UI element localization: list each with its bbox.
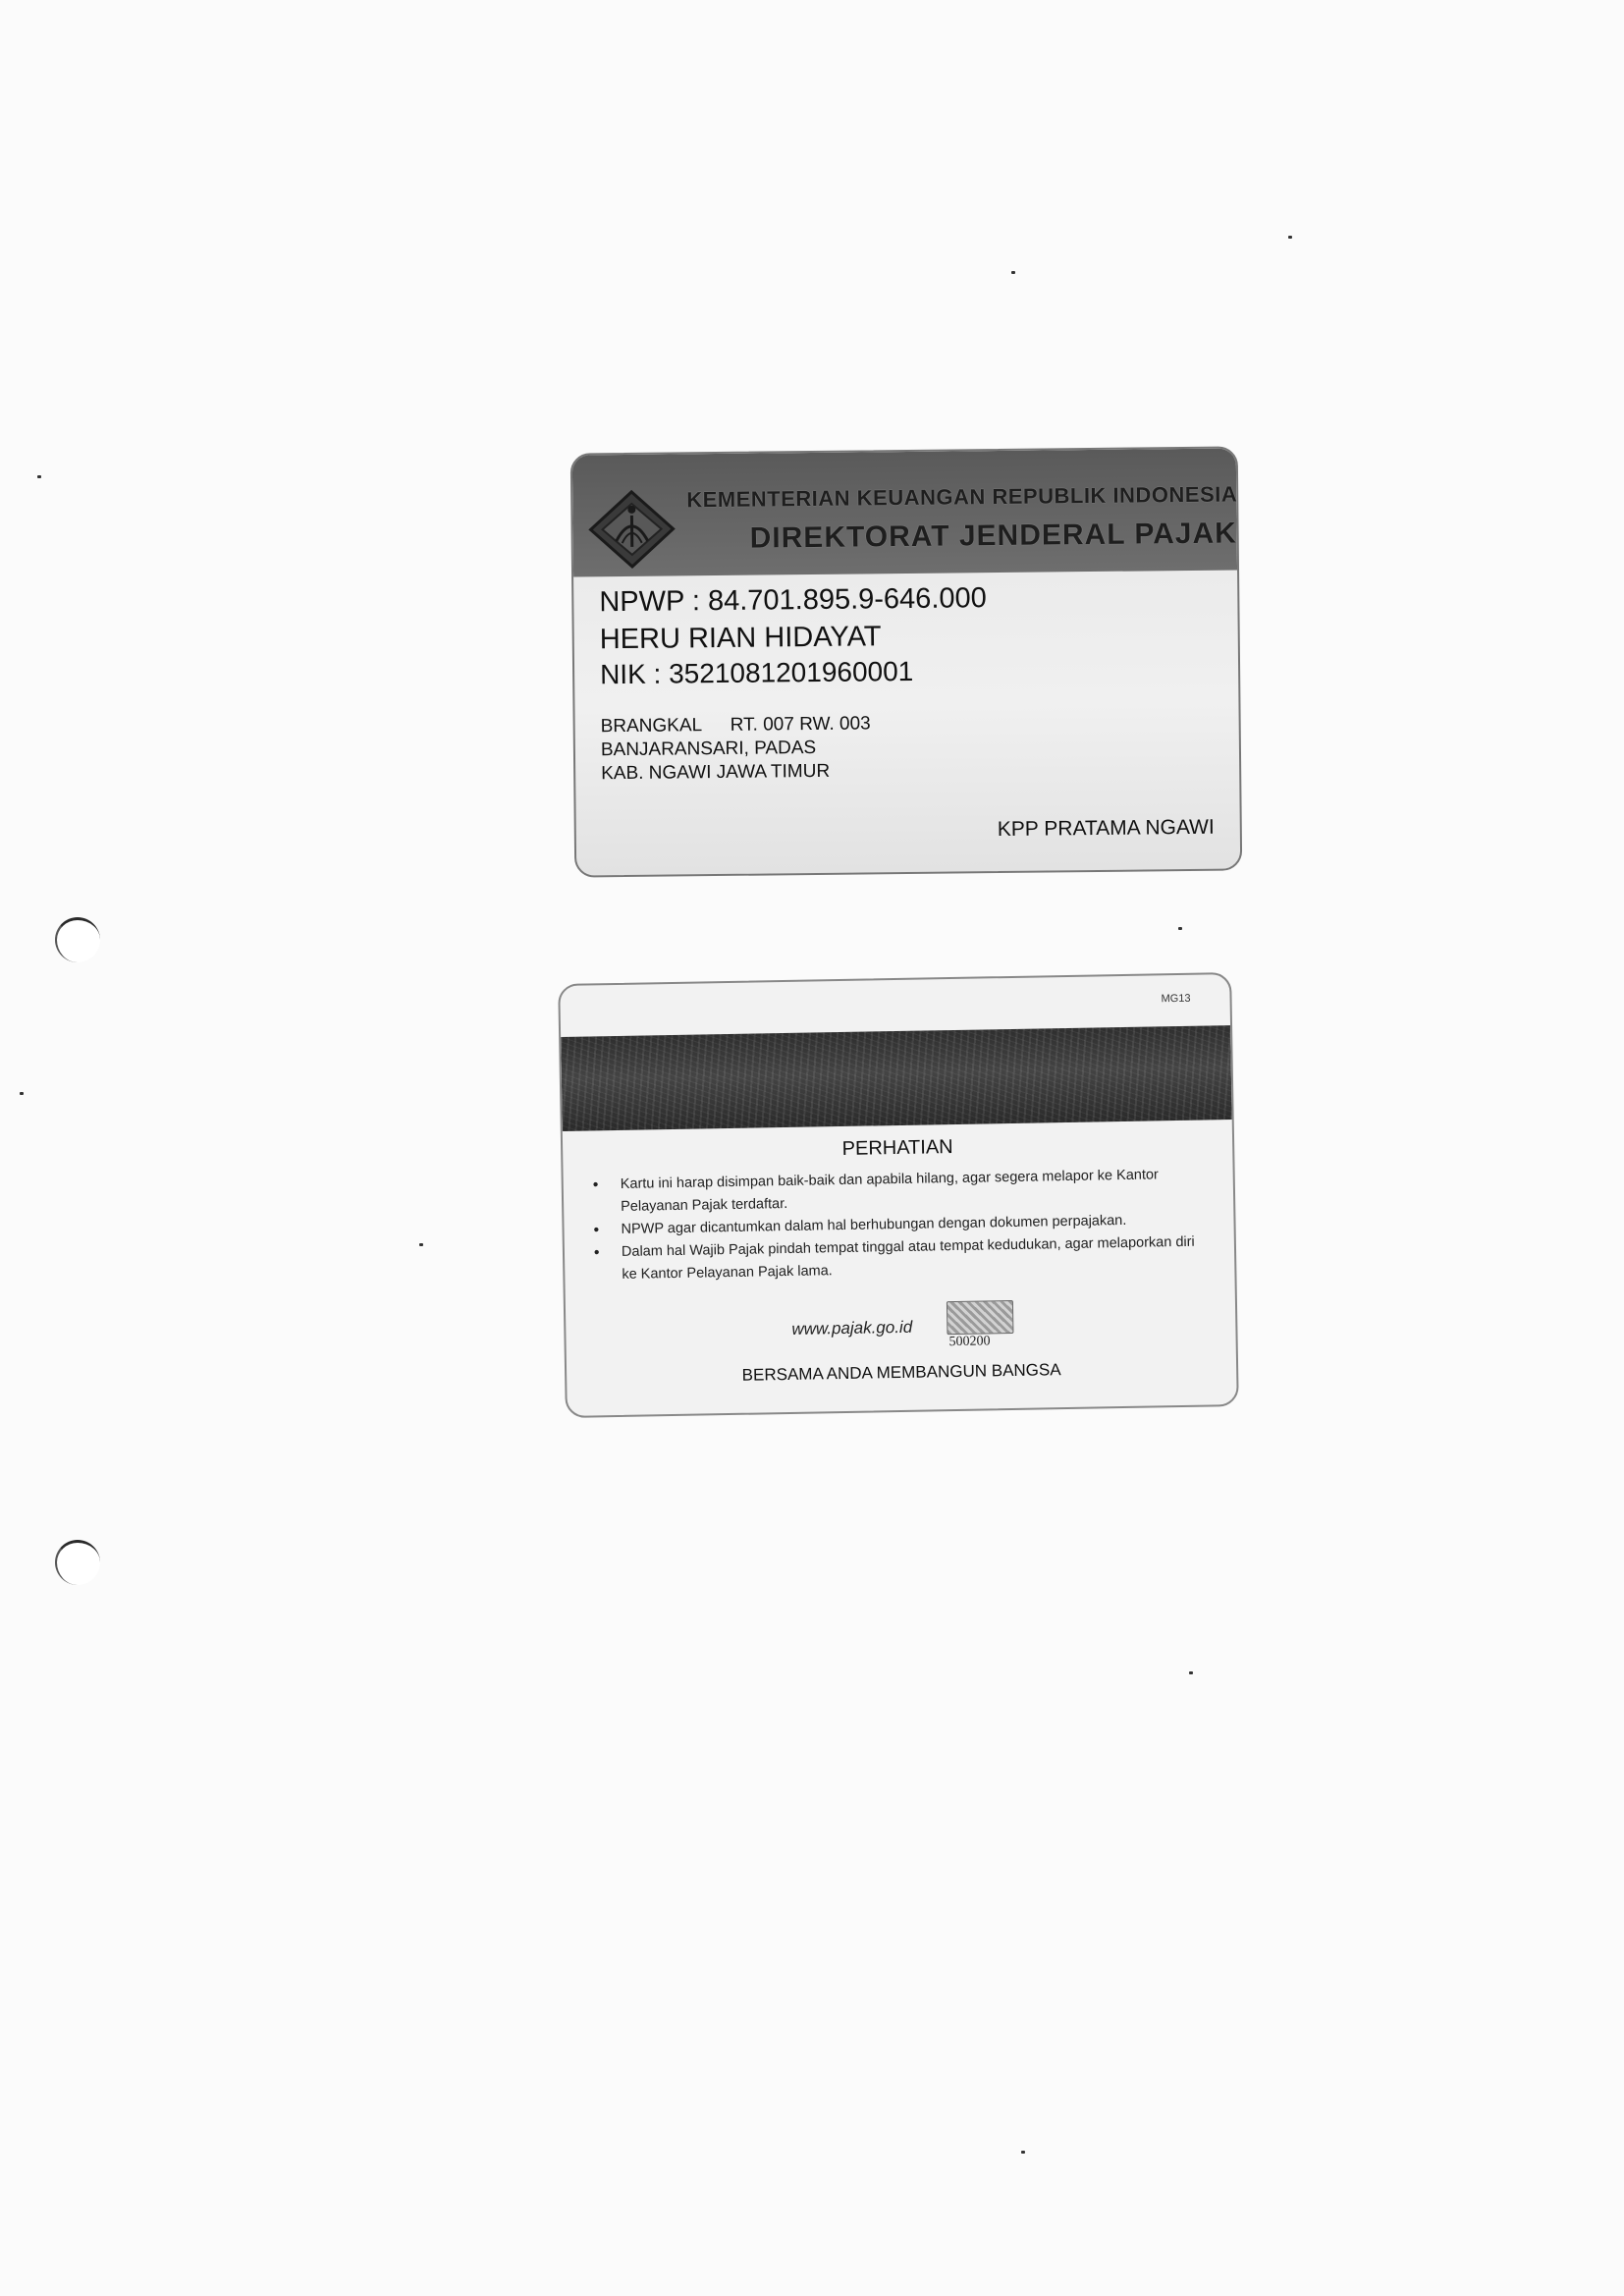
scan-speck <box>37 475 41 478</box>
notice-item: • Kartu ini harap disimpan baik-baik dan apabila hilang, agar segera melapor ke Kantor Pelayanan Pajak terdaftar. <box>591 1163 1211 1219</box>
address-rt-rw: RT. 007 RW. 003 <box>730 713 871 736</box>
address-line-3: KAB. NGAWI JAWA TIMUR <box>601 760 831 785</box>
address-line-2: BANJARANSARI, PADAS <box>600 737 817 761</box>
scan-speck <box>1011 271 1015 274</box>
ministry-name: KEMENTERIAN KEUANGAN REPUBLIK INDONESIA <box>686 481 1238 513</box>
ministry-emblem-icon <box>582 485 681 571</box>
card-code: MG13 <box>1161 992 1191 1006</box>
website-url: www.pajak.go.id <box>791 1317 913 1339</box>
scan-speck <box>1021 2151 1025 2154</box>
tax-office: KPP PRATAMA NGAWI <box>997 815 1215 842</box>
punch-hole-top <box>55 917 100 962</box>
npwp-card-back <box>558 972 1239 1418</box>
hologram-number: 500200 <box>948 1334 991 1350</box>
notice-item: • NPWP agar dicantumkan dalam hal berhubungan dengan dokumen perpajakan. <box>591 1208 1210 1241</box>
hologram-sticker <box>947 1300 1014 1335</box>
scan-speck <box>419 1243 423 1246</box>
card-header <box>572 448 1237 576</box>
magnetic-stripe <box>561 1025 1232 1131</box>
notice-title: PERHATIAN <box>841 1136 953 1160</box>
nik-number: NIK : 3521081201960001 <box>599 655 914 690</box>
scan-speck <box>20 1092 24 1095</box>
directorate-name: DIREKTORAT JENDERAL PAJAK <box>749 517 1237 555</box>
scan-speck <box>1288 236 1292 239</box>
punch-hole-bottom <box>55 1540 100 1585</box>
address-village: BRANGKAL <box>600 715 702 738</box>
scan-speck <box>1189 1671 1193 1674</box>
taxpayer-name: HERU RIAN HIDAYAT <box>599 621 882 656</box>
npwp-number: NPWP : 84.701.895.9-646.000 <box>599 582 987 619</box>
address-line-1 <box>601 713 871 738</box>
motto: BERSAMA ANDA MEMBANGUN BANGSA <box>741 1360 1061 1385</box>
scan-speck <box>1178 927 1182 930</box>
notice-item: • Dalam hal Wajib Pajak pindah tempat tinggal atau tempat kedudukan, agar melaporkan diri ke Kantor Pelayanan Pajak lama. <box>592 1230 1212 1286</box>
npwp-card-front <box>570 446 1242 877</box>
notice-list <box>591 1163 1212 1286</box>
